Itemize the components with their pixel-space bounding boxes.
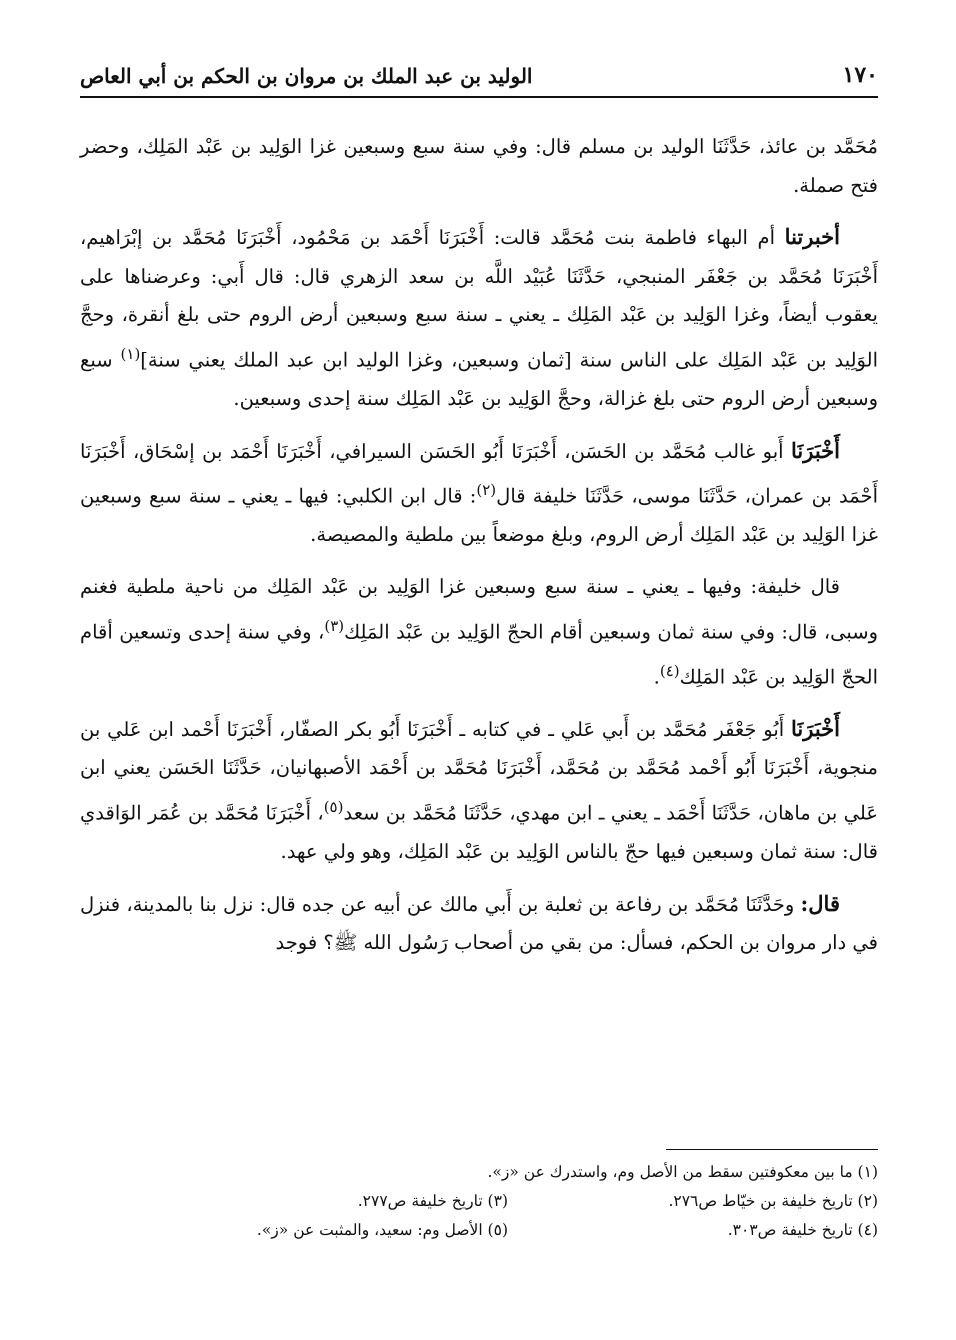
paragraph-text: أم البهاء فاطمة بنت مُحَمَّد قالت: أَخْبَرَنَا أَحْمَد بن مَحْمُود، أَخْبَرَنَا مُحَمَّد بن إبْرَاهيم، أَخْبَرَنَا مُحَمَّد بن جَعْفَر المنبجي، حَدَّثَنَا عُبَيْد اللَّه بن سعد الزهري قال: قال أَبي: وعرضناها على يعقوب أيضاً، وغزا الوَلِيد بن عَبْد المَلِك ـ يعني ـ سنة سبع وسبعين أرض الروم حتى بلغ أنقرة، وحجَّ الوَلِيد بن عَبْد المَلِك على الناس سنة [ثمان وسبعين، وغزا الوليد ابن عبد الملك يعني سنة] xyxy=(80,226,878,372)
main-text xyxy=(80,128,878,976)
paragraph-text-tail: سبع وسبعين أرض الروم حتى بلغ غزالة، وحجَّ الوَلِيد بن عَبْد المَلِك سنة إحدى وسبعين. xyxy=(80,348,878,411)
paragraph-text: مُحَمَّد بن عائذ، حَدَّثَنَا الوليد بن مسلم قال: وفي سنة سبع وسبعين غزا الوَلِيد بن عَبْد المَلِك، وحضر فتح صملة. xyxy=(80,135,878,197)
footnote-2: (٢) تاريخ خليفة بن خيّاط ص٢٧٦. xyxy=(668,1192,878,1210)
paragraph-text-tail: : قال ابن الكلبي: فيها ـ يعني ـ سنة سبع وسبعين غزا الوَلِيد بن عَبْد المَلِك أرض الروم، وبلغ موضعاً بين ملطية والمصيصة. xyxy=(80,484,878,547)
footnotes xyxy=(80,1158,878,1245)
footnote-rule xyxy=(666,1149,878,1150)
paragraph-text-tail: ، أَخْبَرَنَا مُحَمَّد بن عُمَر الوَاقدي قال: سنة ثمان وسبعين فيها حجّ بالناس الوَلِيد بن عَبْد المَلِك، وهو ولي عهد. xyxy=(80,801,878,863)
footnote-5: (٥) الأصل وم: سعيد، والمثبت عن «ز». xyxy=(256,1221,508,1239)
footnote-ref[interactable]: (١) xyxy=(120,344,141,363)
paragraph-5 xyxy=(80,710,878,872)
running-header xyxy=(80,52,878,94)
paragraph-lead: قال: xyxy=(800,890,840,916)
paragraph-text: وحَدَّثَنَا مُحَمَّد بن رفاعة بن ثعلبة بن أَبي مالك عن أبيه عن جده قال: نزل بنا بالمدينة، فنزل في دار مروان بن الحكم، فسأل: من بقي من أصحاب رَسُول الله ﷺ؟ فوجد xyxy=(80,892,878,955)
paragraph-3 xyxy=(80,432,878,555)
paragraph-text-tail: ، وفي سنة إحدى وتسعين أقام الحجّ الوَلِيد بن عَبْد المَلِك xyxy=(80,620,878,689)
footnote-ref[interactable]: (٥) xyxy=(323,797,344,816)
paragraph-4 xyxy=(80,568,878,697)
header-rule xyxy=(80,96,878,98)
footnote-row xyxy=(80,1187,878,1216)
page-number: ١٧٠ xyxy=(842,62,878,88)
running-title: الوليد بن عبد الملك بن مروان بن الحكم بن أبي العاص xyxy=(80,64,533,88)
paragraph-lead: أَخْبَرَنَا xyxy=(791,437,840,463)
footnote-ref[interactable]: (٤) xyxy=(659,661,680,680)
paragraph-2 xyxy=(80,218,878,418)
footnote-ref[interactable]: (٣) xyxy=(324,616,345,635)
paragraph-text: قال خليفة: وفيها ـ يعني ـ سنة سبع وسبعين غزا الوَلِيد بن عَبْد المَلِك من ناحية ملطية فغنم وسبى، قال: وفي سنة ثمان وسبعين أقام الحجّ الوَلِيد بن عَبْد المَلِك xyxy=(80,574,878,644)
paragraph-lead: أخبرتنا xyxy=(784,224,840,250)
footnote-row xyxy=(80,1216,878,1245)
paragraph-text: أَبُو جَعْفَر مُحَمَّد بن أَبي عَلي ـ في كتابه ـ أَخْبَرَنَا أَبُو بكر الصفّار، أَخْبَرَنَا أَحْمد ابن عَلي بن منجوية، أَخْبَرَنَا أَبُو أَحْمد مُحَمَّد بن مُحَمَّد، أَخْبَرَنَا مُحَمَّد بن أَحْمَد الأصبهانيان، حَدَّثَنَا الحَسَن يعني ابن عَلي بن ماهان، حَدَّثَنَا أَحْمَد ـ يعني ـ ابن مهدي، حَدَّثَنَا مُحَمَّد بن سعد xyxy=(80,717,879,825)
footnote-ref[interactable]: (٢) xyxy=(476,481,497,500)
paragraph-text-tail: . xyxy=(653,665,660,689)
footnote-3: (٣) تاريخ خليفة ص٢٧٧. xyxy=(357,1192,508,1210)
paragraph-text: أَبو غالب مُحَمَّد بن الحَسَن، أَخْبَرَنَا أَبُو الحَسَن السيرافي، أَخْبَرَنَا أَحْمَد بن إسْحَاق، أَخْبَرَنَا أَحْمَد بن عمران، حَدَّثَنَا موسى، حَدَّثَنَا خليفة قال xyxy=(80,439,878,508)
paragraph-6 xyxy=(80,885,878,963)
paragraph-1 xyxy=(80,128,878,205)
footnote-1: (١) ما بين معكوفتين سقط من الأصل وم، واستدرك عن «ز». xyxy=(487,1163,878,1181)
footnote-4: (٤) تاريخ خليفة ص٣٠٣. xyxy=(727,1221,878,1239)
paragraph-lead: أَخْبَرَنَا xyxy=(791,715,840,741)
